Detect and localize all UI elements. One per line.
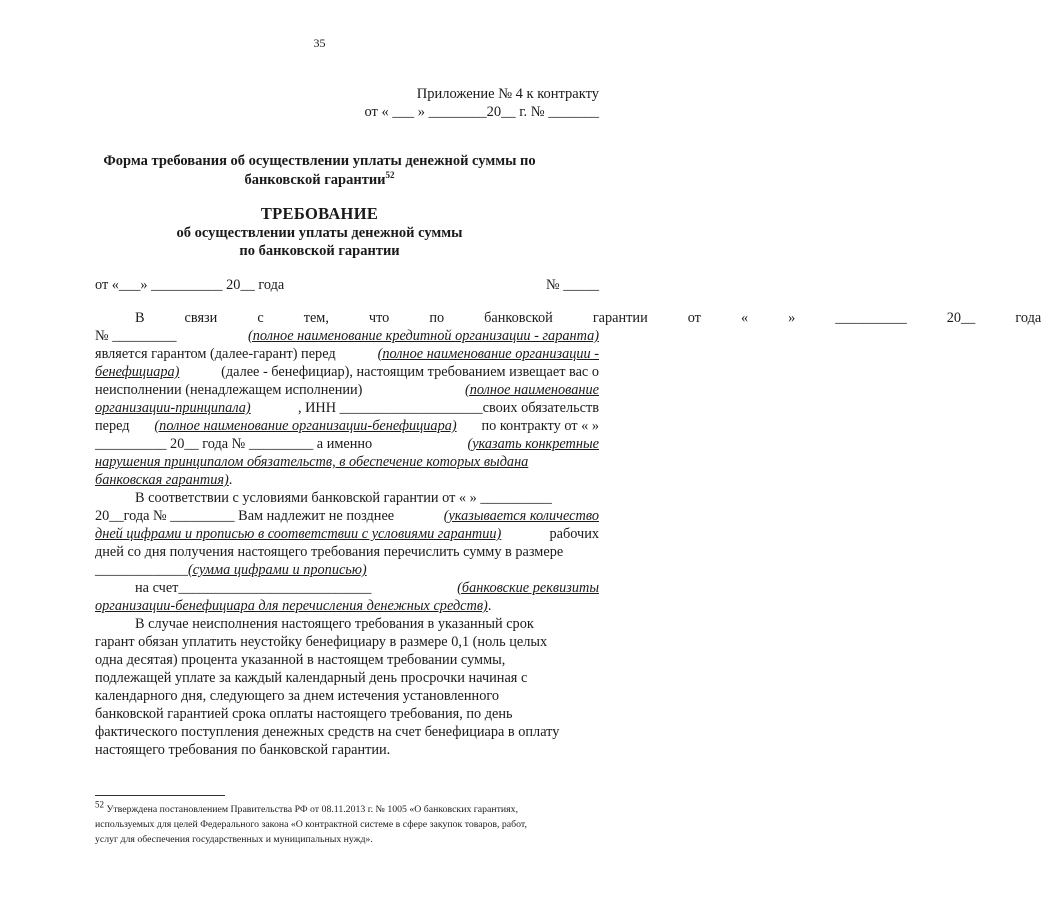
requirement-title: ТРЕБОВАНИЕ — [260, 204, 379, 223]
p3-line-4: подлежащей уплате за каждый календарный день просрочки начиная с — [95, 670, 528, 686]
date-line — [95, 276, 599, 294]
form-title-line-2: банковской гарантии$^{52}$ — [244, 170, 395, 188]
p2-line-4: дней со дня получения настоящего требования перечислить сумму в размере — [95, 544, 564, 560]
date-field: от «___» __________ 20__ года — [95, 277, 285, 293]
p3-line-3: одна десятая) процента указанной в настоящем требовании суммы, — [95, 652, 506, 668]
appendix-line-2: от « ___ » ________20__ г. № _______ — [364, 104, 599, 120]
p3-line-5: календарного дня, следующего за днем истечения установленного — [95, 688, 499, 704]
appendix-line-1: Приложение № 4 к контракту — [416, 86, 599, 102]
p1-line-4: бенефициара) (далее - бенефициар), настоящим требованием извещает вас о — [95, 364, 599, 380]
p1-line-7: перед (полное наименование организации-бенефициара) по контракту от « » — [95, 418, 599, 434]
footnote-line-1: $^{52}$ Утверждена постановлением Правительства РФ от 08.11.2013 г. № 1005 «О банковских гарантиях, — [95, 799, 519, 815]
p1-line-9: нарушения принципалом обязательств, в обеспечение которых выдана — [95, 454, 529, 470]
p1-line-8: __________ 20__ года № _________ а именно (указать конкретные — [95, 436, 599, 452]
p1-line-2: № _________ (полное наименование кредитной организации - гаранта) — [95, 328, 599, 344]
p1-line-1: В связи с тем, что по банковской гарантии от « » __________ 20__ года — [135, 310, 1041, 326]
p1-line-5: неисполнении (ненадлежащем исполнении) (полное наименование — [95, 382, 599, 398]
p2-line-5: _____________(сумма цифрами и прописью) — [95, 562, 367, 578]
p3-line-7: фактического поступления денежных средств на счет бенефициара в оплату — [95, 724, 560, 740]
p1-line-6: организации-принципала) , ИНН ____________________своих обязательств — [95, 400, 599, 416]
form-title-line-1: Форма требования об осуществлении уплаты денежной суммы по — [103, 153, 536, 169]
requirement-subtitle-2: по банковской гарантии — [239, 243, 400, 259]
p2-line-7: организации-бенефициара для перечисления денежных средств). — [95, 598, 492, 614]
footnote-line-3: услуг для обеспечения государственных и муниципальных нужд». — [95, 834, 373, 845]
requirement-subtitle-1: об осуществлении уплаты денежной суммы — [176, 225, 463, 241]
p3-line-8: настоящего требования по банковской гарантии. — [95, 742, 391, 758]
footnote-marker: 52 — [95, 799, 104, 810]
p1-line-10: банковская гарантия). — [95, 472, 233, 488]
p2-line-3: дней цифрами и прописью в соответствии с условиями гарантии) рабочих — [95, 526, 599, 542]
p2-line-1: В соответствии с условиями банковской гарантии от « » __________ — [135, 490, 552, 506]
p3-line-1: В случае неисполнения настоящего требования в указанный срок — [135, 616, 534, 632]
p3-line-6: банковской гарантией срока оплаты настоящего требования, по день — [95, 706, 513, 722]
p3-line-2: гарант обязан уплатить неустойку бенефициару в размере 0,1 (ноль целых — [95, 634, 548, 650]
footnote-separator — [95, 795, 225, 796]
p2-line-2: 20__года № _________ Вам надлежит не позднее (указывается количество — [95, 508, 599, 524]
page-number: 35 — [313, 36, 326, 50]
footnote-ref: 52 — [385, 170, 395, 181]
p2-line-6: на счет___________________________ (банковские реквизиты — [135, 580, 599, 596]
p1-line-3: является гарантом (далее-гарант) перед (полное наименование организации - — [95, 346, 599, 362]
footnote-line-2: используемых для целей Федерального закона «О контрактной системе в сфере закупок товаров, работ, — [95, 819, 527, 830]
number-field: № _____ — [546, 277, 599, 293]
